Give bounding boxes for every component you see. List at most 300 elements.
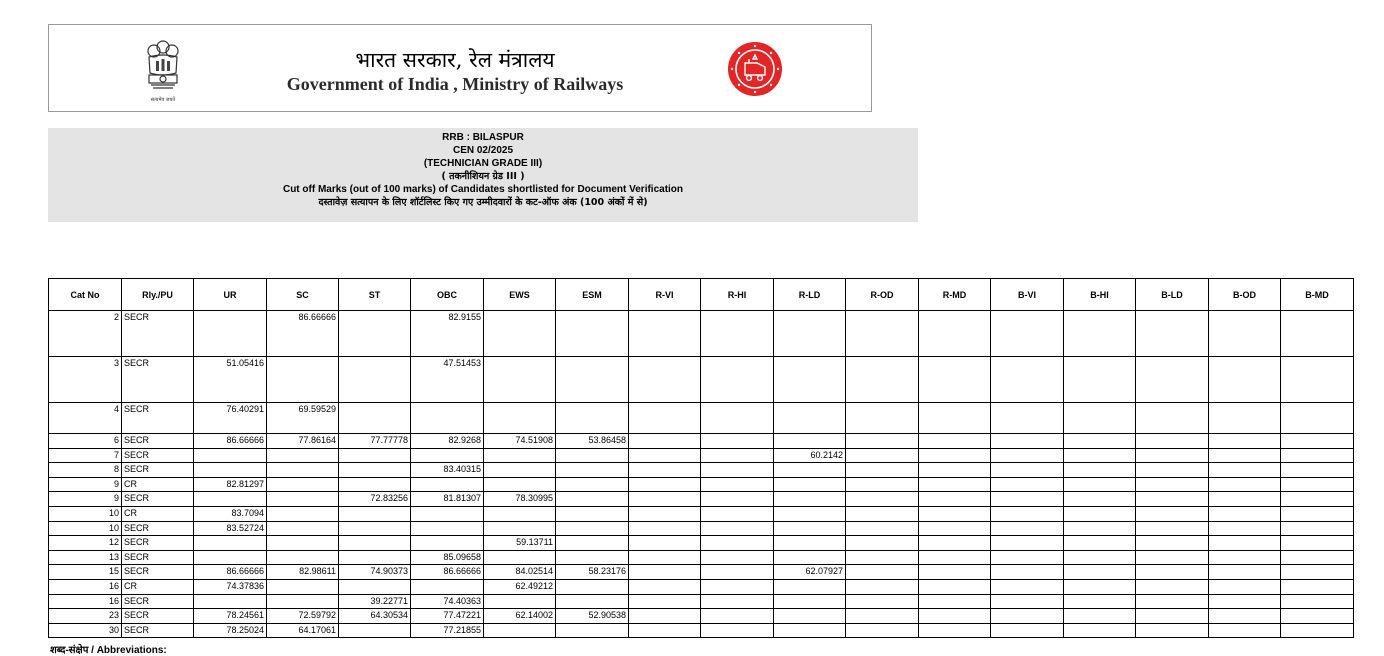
table-cell [629, 311, 701, 357]
indian-railways-logo-icon [727, 41, 783, 97]
table-cell: SECR [122, 623, 194, 638]
table-cell: 10 [49, 506, 122, 521]
table-cell [1281, 311, 1354, 357]
table-cell: 83.52724 [194, 521, 267, 536]
table-cell [1209, 594, 1281, 609]
table-cell [701, 448, 774, 463]
table-cell [991, 565, 1064, 580]
post-title-english: (TECHNICIAN GRADE III) [423, 158, 543, 169]
table-cell [701, 357, 774, 403]
table-cell [629, 609, 701, 624]
table-cell: 74.40363 [411, 594, 484, 609]
table-cell [1281, 550, 1354, 565]
table-cell [774, 594, 846, 609]
table-cell: 16 [49, 594, 122, 609]
table-cell [991, 357, 1064, 403]
table-row [49, 609, 1354, 624]
table-cell: 64.17061 [267, 623, 339, 638]
table-cell [1064, 565, 1136, 580]
table-cell [1064, 623, 1136, 638]
table-cell [1281, 579, 1354, 594]
table-cell [484, 623, 556, 638]
table-cell: 72.83256 [339, 492, 411, 507]
table-cell [991, 550, 1064, 565]
table-cell [194, 463, 267, 478]
table-cell [556, 403, 629, 434]
table-cell [1209, 521, 1281, 536]
table-cell [1281, 492, 1354, 507]
table-cell [267, 448, 339, 463]
table-cell [1064, 536, 1136, 551]
table-cell [1136, 311, 1209, 357]
table-cell [1281, 477, 1354, 492]
table-row [49, 579, 1354, 594]
letterhead [48, 24, 872, 112]
table-cell: SECR [122, 357, 194, 403]
post-title-hindi: ( तकनीशियन ग्रेड III ) [441, 171, 525, 182]
table-cell [919, 311, 991, 357]
table-cell [484, 448, 556, 463]
table-cell: 72.59792 [267, 609, 339, 624]
table-cell: 7 [49, 448, 122, 463]
table-cell: 78.25024 [194, 623, 267, 638]
column-header: B-OD [1209, 279, 1281, 311]
table-cell: SECR [122, 550, 194, 565]
table-cell [339, 579, 411, 594]
table-cell [919, 579, 991, 594]
table-cell [991, 403, 1064, 434]
table-cell: 59.13711 [484, 536, 556, 551]
table-cell [701, 492, 774, 507]
table-cell: 81.81307 [411, 492, 484, 507]
table-cell [1136, 521, 1209, 536]
table-cell: 83.7094 [194, 506, 267, 521]
column-header: R-HI [701, 279, 774, 311]
table-cell: 77.86164 [267, 434, 339, 449]
table-cell [991, 463, 1064, 478]
table-cell [846, 477, 919, 492]
table-cell [1209, 448, 1281, 463]
table-cell [919, 492, 991, 507]
table-row [49, 536, 1354, 551]
table-cell [846, 357, 919, 403]
table-cell [629, 492, 701, 507]
table-cell: 74.51908 [484, 434, 556, 449]
table-cell: 76.40291 [194, 403, 267, 434]
table-cell: 83.40315 [411, 463, 484, 478]
table-cell: 53.86458 [556, 434, 629, 449]
column-header: SC [267, 279, 339, 311]
table-cell [1136, 565, 1209, 580]
description-hindi: दस्तावेज़ सत्यापन के लिए शॉर्टलिस्ट किए गए उम्मीदवारों के कट-ऑफ अंक (100 अंकों में से) [318, 197, 648, 208]
table-cell: 8 [49, 463, 122, 478]
column-header: EWS [484, 279, 556, 311]
table-cell [1064, 506, 1136, 521]
table-cell [991, 623, 1064, 638]
table-cell: 16 [49, 579, 122, 594]
column-header: ESM [556, 279, 629, 311]
table-cell: 86.66666 [411, 565, 484, 580]
table-cell [1209, 565, 1281, 580]
table-cell [556, 506, 629, 521]
table-cell [1136, 594, 1209, 609]
table-cell [1064, 434, 1136, 449]
table-cell: CR [122, 579, 194, 594]
table-cell: CR [122, 506, 194, 521]
table-cell [1281, 448, 1354, 463]
table-cell: SECR [122, 594, 194, 609]
table-cell: 82.81297 [194, 477, 267, 492]
table-cell [701, 565, 774, 580]
table-cell [556, 492, 629, 507]
table-cell [774, 477, 846, 492]
table-cell [846, 594, 919, 609]
table-cell [701, 477, 774, 492]
table-cell [1209, 623, 1281, 638]
table-cell [339, 403, 411, 434]
table-cell [484, 521, 556, 536]
table-cell [267, 477, 339, 492]
table-cell [556, 463, 629, 478]
table-cell [919, 506, 991, 521]
table-cell [774, 357, 846, 403]
table-cell [919, 550, 991, 565]
table-cell: 3 [49, 357, 122, 403]
table-cell [556, 594, 629, 609]
table-cell [919, 434, 991, 449]
description-english: Cut off Marks (out of 100 marks) of Candidates shortlisted for Document Verification [282, 184, 684, 195]
table-cell [846, 434, 919, 449]
table-cell [919, 448, 991, 463]
table-row [49, 477, 1354, 492]
cen-number: CEN 02/2025 [452, 145, 514, 156]
table-cell [919, 521, 991, 536]
column-header: OBC [411, 279, 484, 311]
table-cell: 13 [49, 550, 122, 565]
table-cell [846, 521, 919, 536]
table-cell [846, 565, 919, 580]
table-cell: 86.66666 [194, 565, 267, 580]
column-header: Cat No [49, 279, 122, 311]
table-cell [339, 477, 411, 492]
column-header: B-HI [1064, 279, 1136, 311]
table-cell: 82.9268 [411, 434, 484, 449]
table-cell: 74.37836 [194, 579, 267, 594]
table-cell: SECR [122, 463, 194, 478]
table-cell [1136, 506, 1209, 521]
table-cell [411, 536, 484, 551]
table-cell [629, 594, 701, 609]
table-cell [919, 609, 991, 624]
table-cell [701, 311, 774, 357]
table-cell [194, 311, 267, 357]
table-cell [701, 623, 774, 638]
table-cell [556, 311, 629, 357]
table-cell: 85.09658 [411, 550, 484, 565]
table-cell [629, 448, 701, 463]
table-cell [194, 492, 267, 507]
table-cell [1136, 448, 1209, 463]
table-cell: 77.21855 [411, 623, 484, 638]
table-cell [991, 492, 1064, 507]
table-cell [919, 623, 991, 638]
table-cell [1209, 492, 1281, 507]
table-cell: SECR [122, 311, 194, 357]
table-cell [1064, 448, 1136, 463]
column-header: B-LD [1136, 279, 1209, 311]
table-cell [846, 448, 919, 463]
table-cell [267, 521, 339, 536]
table-cell: 82.98611 [267, 565, 339, 580]
table-cell [194, 594, 267, 609]
table-cell [846, 536, 919, 551]
table-cell [1136, 403, 1209, 434]
table-row [49, 463, 1354, 478]
table-cell [484, 506, 556, 521]
table-cell: 9 [49, 492, 122, 507]
table-cell: 52.90538 [556, 609, 629, 624]
table-cell [774, 311, 846, 357]
table-cell [701, 594, 774, 609]
table-cell [774, 403, 846, 434]
table-cell [1064, 492, 1136, 507]
table-cell [194, 448, 267, 463]
table-cell [919, 463, 991, 478]
table-cell [1064, 609, 1136, 624]
table-cell [1136, 357, 1209, 403]
table-cell [1281, 565, 1354, 580]
table-cell [339, 506, 411, 521]
table-cell [774, 609, 846, 624]
table-cell [919, 357, 991, 403]
table-cell [701, 463, 774, 478]
table-cell [629, 550, 701, 565]
table-cell: 69.59529 [267, 403, 339, 434]
table-cell [1064, 311, 1136, 357]
table-cell [1281, 434, 1354, 449]
table-cell [1281, 623, 1354, 638]
column-header: ST [339, 279, 411, 311]
table-cell [1064, 403, 1136, 434]
table-cell [411, 521, 484, 536]
table-cell [1064, 521, 1136, 536]
table-cell [629, 536, 701, 551]
table-cell [846, 492, 919, 507]
table-cell [1209, 434, 1281, 449]
table-cell: 82.9155 [411, 311, 484, 357]
table-cell [411, 477, 484, 492]
table-cell [267, 579, 339, 594]
table-cell [774, 623, 846, 638]
table-cell: SECR [122, 536, 194, 551]
table-cell [1209, 506, 1281, 521]
table-row [49, 521, 1354, 536]
table-cell: 78.24561 [194, 609, 267, 624]
table-cell: 12 [49, 536, 122, 551]
table-cell: 62.14002 [484, 609, 556, 624]
table-cell [629, 579, 701, 594]
table-cell [1209, 477, 1281, 492]
table-cell: 86.66666 [194, 434, 267, 449]
table-cell: SECR [122, 448, 194, 463]
table-cell [701, 403, 774, 434]
table-cell [1064, 594, 1136, 609]
table-cell [411, 506, 484, 521]
column-header: B-VI [991, 279, 1064, 311]
table-cell [701, 536, 774, 551]
table-cell [629, 403, 701, 434]
table-cell [484, 311, 556, 357]
table-cell: CR [122, 477, 194, 492]
column-header: Rly./PU [122, 279, 194, 311]
table-cell: 9 [49, 477, 122, 492]
table-cell: 86.66666 [267, 311, 339, 357]
table-cell [701, 550, 774, 565]
notice-header-panel [48, 128, 918, 222]
table-cell [991, 311, 1064, 357]
table-row [49, 594, 1354, 609]
table-row [49, 506, 1354, 521]
table-cell [1281, 403, 1354, 434]
table-cell: 2 [49, 311, 122, 357]
table-cell [267, 594, 339, 609]
cutoff-marks-table [48, 278, 1354, 638]
table-cell [846, 403, 919, 434]
table-cell [919, 565, 991, 580]
rrb-name: RRB : BILASPUR [442, 132, 524, 143]
table-row [49, 434, 1354, 449]
abbreviations-label: शब्द-संक्षेप / Abbreviations: [50, 645, 167, 656]
table-cell [1136, 477, 1209, 492]
letterhead-hindi-title: भारत सरकार, रेल मंत्रालय [355, 48, 555, 72]
table-cell [629, 623, 701, 638]
table-cell [774, 506, 846, 521]
table-cell: SECR [122, 609, 194, 624]
table-cell [846, 609, 919, 624]
table-cell [411, 403, 484, 434]
table-cell [556, 477, 629, 492]
table-cell: 4 [49, 403, 122, 434]
table-cell [1209, 536, 1281, 551]
table-row [49, 403, 1354, 434]
table-cell: 51.05416 [194, 357, 267, 403]
table-cell: SECR [122, 434, 194, 449]
table-row [49, 565, 1354, 580]
table-cell: SECR [122, 521, 194, 536]
table-cell [1281, 506, 1354, 521]
table-cell: 77.77778 [339, 434, 411, 449]
table-cell [991, 448, 1064, 463]
table-cell [991, 506, 1064, 521]
table-cell [1281, 463, 1354, 478]
table-cell [701, 521, 774, 536]
table-cell [194, 550, 267, 565]
table-cell [339, 550, 411, 565]
table-cell [629, 506, 701, 521]
table-cell [339, 463, 411, 478]
table-cell: 10 [49, 521, 122, 536]
table-cell [774, 521, 846, 536]
table-cell: 60.2142 [774, 448, 846, 463]
table-cell: 23 [49, 609, 122, 624]
table-cell [556, 448, 629, 463]
table-cell [339, 623, 411, 638]
table-cell [484, 550, 556, 565]
table-row [49, 448, 1354, 463]
table-cell [267, 506, 339, 521]
table-cell [774, 434, 846, 449]
table-row [49, 550, 1354, 565]
table-cell [991, 434, 1064, 449]
table-cell: SECR [122, 492, 194, 507]
table-cell [1209, 579, 1281, 594]
table-cell: 62.49212 [484, 579, 556, 594]
table-cell [339, 311, 411, 357]
table-cell: 47.51453 [411, 357, 484, 403]
table-cell [556, 550, 629, 565]
table-cell [846, 506, 919, 521]
table-cell [411, 448, 484, 463]
table-cell [556, 521, 629, 536]
table-cell [1281, 609, 1354, 624]
table-cell [267, 536, 339, 551]
table-cell [1136, 434, 1209, 449]
table-cell [484, 403, 556, 434]
table-cell [267, 357, 339, 403]
table-cell [1136, 536, 1209, 551]
column-header: R-VI [629, 279, 701, 311]
table-cell: 77.47221 [411, 609, 484, 624]
table-cell [1064, 477, 1136, 492]
table-cell [1209, 311, 1281, 357]
table-cell: 30 [49, 623, 122, 638]
table-cell [846, 550, 919, 565]
table-cell [701, 609, 774, 624]
table-cell [267, 463, 339, 478]
table-cell [846, 463, 919, 478]
table-cell: 74.90373 [339, 565, 411, 580]
table-cell [484, 594, 556, 609]
table-row [49, 357, 1354, 403]
table-cell [629, 521, 701, 536]
table-cell: 15 [49, 565, 122, 580]
table-cell [484, 477, 556, 492]
table-row [49, 623, 1354, 638]
table-cell [339, 357, 411, 403]
table-cell [1136, 550, 1209, 565]
table-cell [991, 579, 1064, 594]
table-cell [629, 477, 701, 492]
table-cell [774, 492, 846, 507]
column-header: B-MD [1281, 279, 1354, 311]
table-cell [774, 536, 846, 551]
table-cell [629, 463, 701, 478]
table-cell [991, 536, 1064, 551]
table-cell [846, 579, 919, 594]
table-cell [339, 536, 411, 551]
column-header: R-OD [846, 279, 919, 311]
table-cell [1209, 403, 1281, 434]
table-cell [701, 579, 774, 594]
table-cell [701, 434, 774, 449]
table-row [49, 311, 1354, 357]
table-cell [267, 492, 339, 507]
table-cell: 78.30995 [484, 492, 556, 507]
table-cell [1064, 579, 1136, 594]
table-cell [629, 357, 701, 403]
letterhead-english-title: Government of India , Ministry of Railways [286, 74, 624, 94]
table-cell [1136, 609, 1209, 624]
